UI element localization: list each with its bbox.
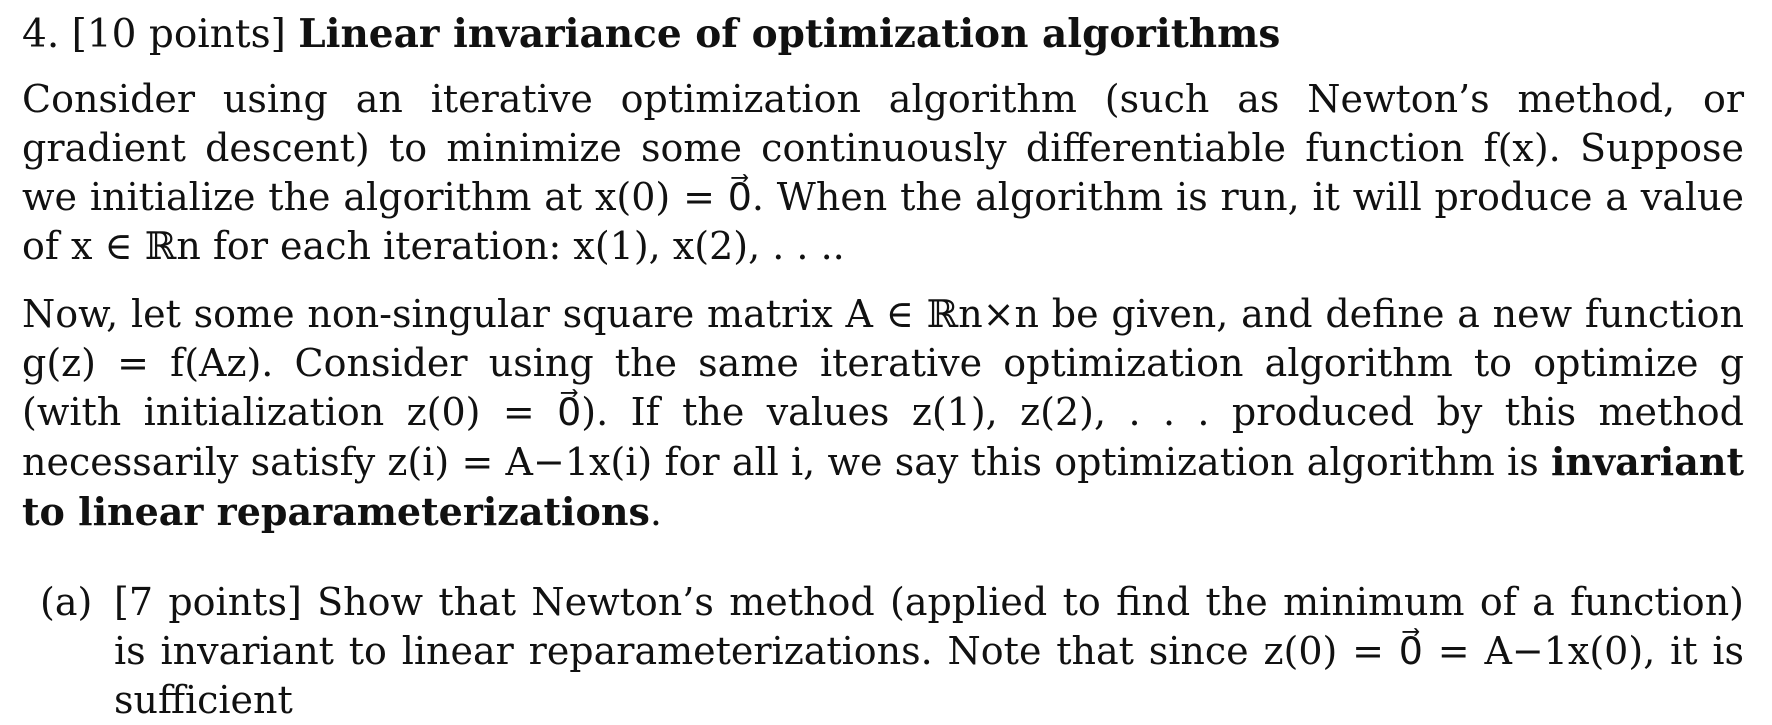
paragraph-1: Consider using an iterative optimization algorithm (such as Newton’s method, or gradient descent) to minimize some continuously differentiable function f(x). Suppose we initialize the algorithm at x(0) = 0⃗. When the algorithm is run, it will produce a value of x ∈ ℝn for each iteration: x(1), x(2), . . .. xyxy=(22,77,1744,268)
problem-heading xyxy=(22,8,1280,61)
paragraph-2 xyxy=(22,290,1744,537)
subpart-a-label: (a) xyxy=(40,580,93,624)
paragraph-2-period: . xyxy=(649,490,662,534)
problem-points: [10 points] xyxy=(71,12,286,57)
subpart-a xyxy=(40,578,1744,725)
problem-title: Linear invariance of optimization algorithms xyxy=(298,11,1281,57)
subpart-a-text: Show that Newton’s method (applied to find the minimum of a function) is invariant to linear reparameterizations. Note that since z(0) = 0⃗ = A−1x(0), it is sufficient xyxy=(114,580,1744,722)
subpart-a-body xyxy=(114,578,1744,725)
bold-term: invariant to linear reparameterizations xyxy=(22,439,1744,534)
problem-number: 4. xyxy=(22,12,60,57)
paragraph-2-text: Now, let some non-singular square matrix A ∈ ℝn×n be given, and define a new function g(z) = f(Az). Consider using the same iterative optimization algorithm to optimize g (with initialization z(0) = 0⃗). If the values z(1), z(2), . . . produced by this method necessarily satisfy z(i) = A−1x(i) for all i, we say this optimization algorithm is xyxy=(22,292,1744,484)
subpart-a-points: [7 points] xyxy=(114,580,302,624)
